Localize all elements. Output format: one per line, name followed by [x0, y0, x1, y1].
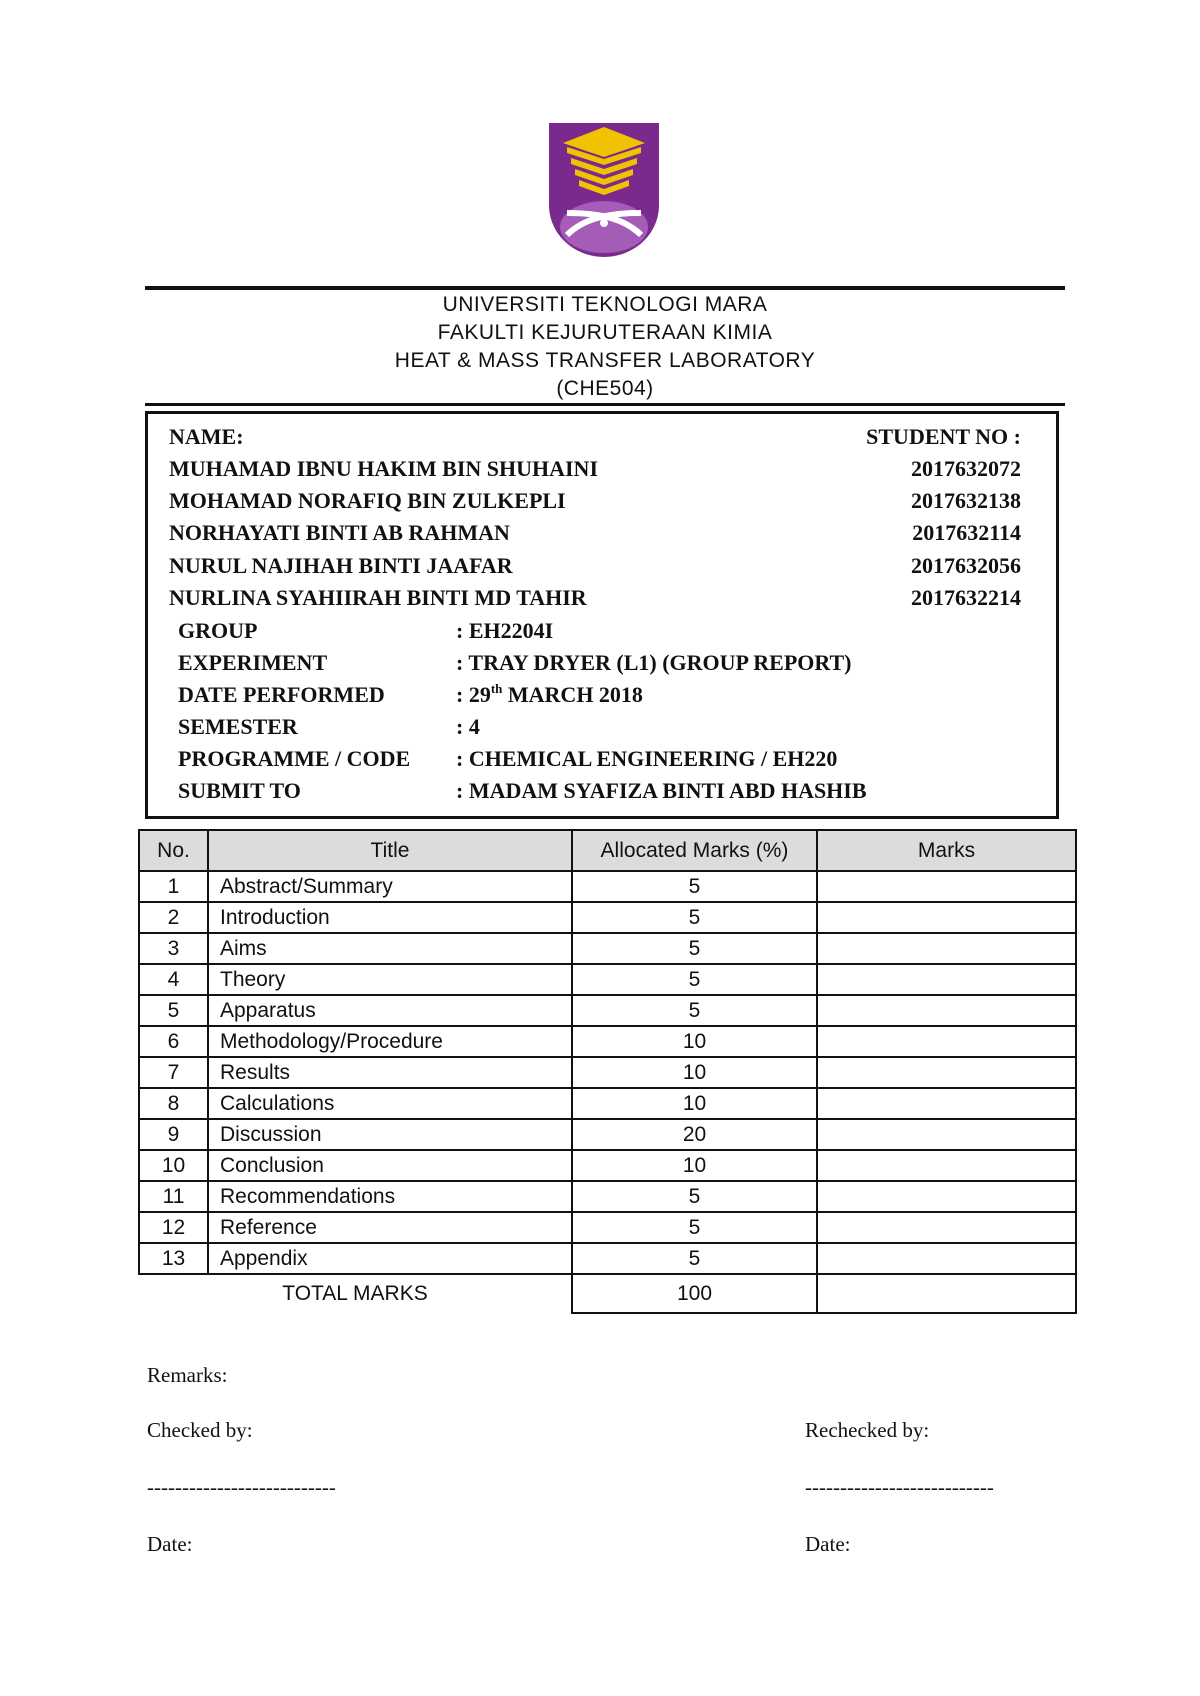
field-label: PROGRAMME / CODE [178, 746, 411, 771]
row-allocated: 10 [572, 1150, 817, 1181]
rechecked-by-label: Rechecked by: [805, 1418, 930, 1442]
field-date-performed [148, 680, 1056, 710]
row-marks-cell [817, 933, 1076, 964]
row-allocated: 10 [572, 1026, 817, 1057]
table-row [139, 1212, 1076, 1243]
student-row [148, 454, 1056, 484]
total-label: TOTAL MARKS [282, 1282, 428, 1305]
col-header-no: No. [139, 830, 208, 871]
field-experiment [148, 648, 1056, 678]
university-name: UNIVERSITI TEKNOLOGI MARA [442, 293, 768, 316]
date-day: : 29 [456, 682, 491, 707]
checked-date-label: Date: [147, 1532, 193, 1556]
field-label: SUBMIT TO [178, 778, 301, 803]
row-marks-cell [817, 1181, 1076, 1212]
student-row [148, 551, 1056, 581]
field-programme [148, 744, 1056, 774]
faculty-name: FAKULTI KEJURUTERAAN KIMIA [437, 321, 773, 344]
row-allocated: 5 [572, 902, 817, 933]
row-title: Calculations [208, 1088, 572, 1119]
student-number: 2017632072 [911, 456, 1021, 481]
student-row [148, 486, 1056, 516]
row-title: Appendix [208, 1243, 572, 1274]
student-no-label: STUDENT NO : [866, 424, 1021, 449]
row-allocated: 10 [572, 1057, 817, 1088]
row-allocated: 5 [572, 1212, 817, 1243]
row-allocated: 20 [572, 1119, 817, 1150]
total-allocated: 100 [572, 1274, 817, 1313]
university-logo [549, 123, 659, 257]
row-marks-cell [817, 1119, 1076, 1150]
student-number: 2017632214 [911, 585, 1021, 610]
table-row [139, 995, 1076, 1026]
row-title: Recommendations [208, 1181, 572, 1212]
row-allocated: 5 [572, 964, 817, 995]
table-row [139, 1026, 1076, 1057]
student-number: 2017632056 [911, 553, 1021, 578]
table-row [139, 1181, 1076, 1212]
table-row [139, 1088, 1076, 1119]
field-value: : MADAM SYAFIZA BINTI ABD HASHIB [456, 778, 867, 803]
row-title: Conclusion [208, 1150, 572, 1181]
row-marks-cell [817, 995, 1076, 1026]
row-marks-cell [817, 1243, 1076, 1274]
col-header-marks: Marks [817, 830, 1076, 871]
field-value: : EH2204I [456, 618, 554, 643]
course-code: (CHE504) [556, 377, 654, 400]
student-name: NURLINA SYAHIIRAH BINTI MD TAHIR [169, 585, 587, 610]
field-submit-to [148, 776, 1056, 806]
row-no: 11 [139, 1181, 208, 1212]
total-row [139, 1274, 1076, 1313]
row-marks-cell [817, 902, 1076, 933]
row-no: 7 [139, 1057, 208, 1088]
table-row [139, 1243, 1076, 1274]
field-label: SEMESTER [178, 714, 298, 739]
row-marks-cell [817, 1026, 1076, 1057]
student-number: 2017632114 [912, 520, 1021, 545]
row-no: 12 [139, 1212, 208, 1243]
row-no: 4 [139, 964, 208, 995]
col-header-title: Title [208, 830, 572, 871]
student-name: NORHAYATI BINTI AB RAHMAN [169, 520, 510, 545]
row-no: 5 [139, 995, 208, 1026]
rechecked-signature-line: --------------------------- [805, 1475, 994, 1499]
row-title: Discussion [208, 1119, 572, 1150]
student-row [148, 518, 1056, 548]
date-ordinal: th [490, 681, 503, 696]
row-allocated: 5 [572, 1181, 817, 1212]
table-row [139, 902, 1076, 933]
row-marks-cell [817, 1088, 1076, 1119]
checked-signature-line: --------------------------- [147, 1475, 336, 1499]
field-value: : CHEMICAL ENGINEERING / EH220 [456, 746, 838, 771]
row-marks-cell [817, 1150, 1076, 1181]
field-group [148, 616, 1056, 646]
row-title: Theory [208, 964, 572, 995]
col-header-allocated: Allocated Marks (%) [572, 830, 817, 871]
student-name: MUHAMAD IBNU HAKIM BIN SHUHAINI [169, 456, 599, 481]
remarks-label: Remarks: [147, 1363, 228, 1387]
student-info-box [145, 411, 1059, 819]
row-no: 2 [139, 902, 208, 933]
row-title: Aims [208, 933, 572, 964]
row-allocated: 5 [572, 995, 817, 1026]
name-label: NAME: [169, 424, 244, 449]
rechecked-date-label: Date: [805, 1532, 851, 1556]
checked-by-label: Checked by: [147, 1418, 253, 1442]
field-value: : TRAY DRYER (L1) (GROUP REPORT) [456, 650, 852, 675]
row-no: 3 [139, 933, 208, 964]
table-row [139, 964, 1076, 995]
top-rule [145, 286, 1065, 290]
row-title: Reference [208, 1212, 572, 1243]
table-row [139, 1119, 1076, 1150]
row-marks-cell [817, 1212, 1076, 1243]
student-number: 2017632138 [911, 488, 1021, 513]
row-marks-cell [817, 964, 1076, 995]
info-header-row [148, 422, 1056, 452]
header-bottom-rule [145, 403, 1065, 406]
row-no: 9 [139, 1119, 208, 1150]
row-title: Introduction [208, 902, 572, 933]
field-value: : 4 [456, 714, 480, 739]
lab-name: HEAT & MASS TRANSFER LABORATORY [394, 349, 816, 372]
row-no: 8 [139, 1088, 208, 1119]
field-label: DATE PERFORMED [178, 682, 385, 707]
row-title: Apparatus [208, 995, 572, 1026]
row-allocated: 5 [572, 1243, 817, 1274]
row-allocated: 10 [572, 1088, 817, 1119]
total-marks-cell [817, 1274, 1076, 1313]
row-no: 6 [139, 1026, 208, 1057]
table-row [139, 1057, 1076, 1088]
student-row [148, 583, 1056, 613]
table-row [139, 933, 1076, 964]
row-no: 1 [139, 871, 208, 902]
field-label: EXPERIMENT [178, 650, 328, 675]
row-marks-cell [817, 1057, 1076, 1088]
row-no: 13 [139, 1243, 208, 1274]
marks-table [138, 829, 1077, 1314]
row-title: Methodology/Procedure [208, 1026, 572, 1057]
student-name: MOHAMAD NORAFIQ BIN ZULKEPLI [169, 488, 566, 513]
row-no: 10 [139, 1150, 208, 1181]
date-rest: MARCH 2018 [502, 682, 643, 707]
table-row [139, 1150, 1076, 1181]
field-label: GROUP [178, 618, 258, 643]
table-header-row [139, 830, 1076, 871]
field-value [456, 680, 643, 710]
table-row [139, 871, 1076, 902]
field-semester [148, 712, 1056, 742]
institution-header [145, 291, 1065, 403]
row-allocated: 5 [572, 933, 817, 964]
row-title: Results [208, 1057, 572, 1088]
row-title: Abstract/Summary [208, 871, 572, 902]
student-name: NURUL NAJIHAH BINTI JAAFAR [169, 553, 513, 578]
row-allocated: 5 [572, 871, 817, 902]
row-marks-cell [817, 871, 1076, 902]
